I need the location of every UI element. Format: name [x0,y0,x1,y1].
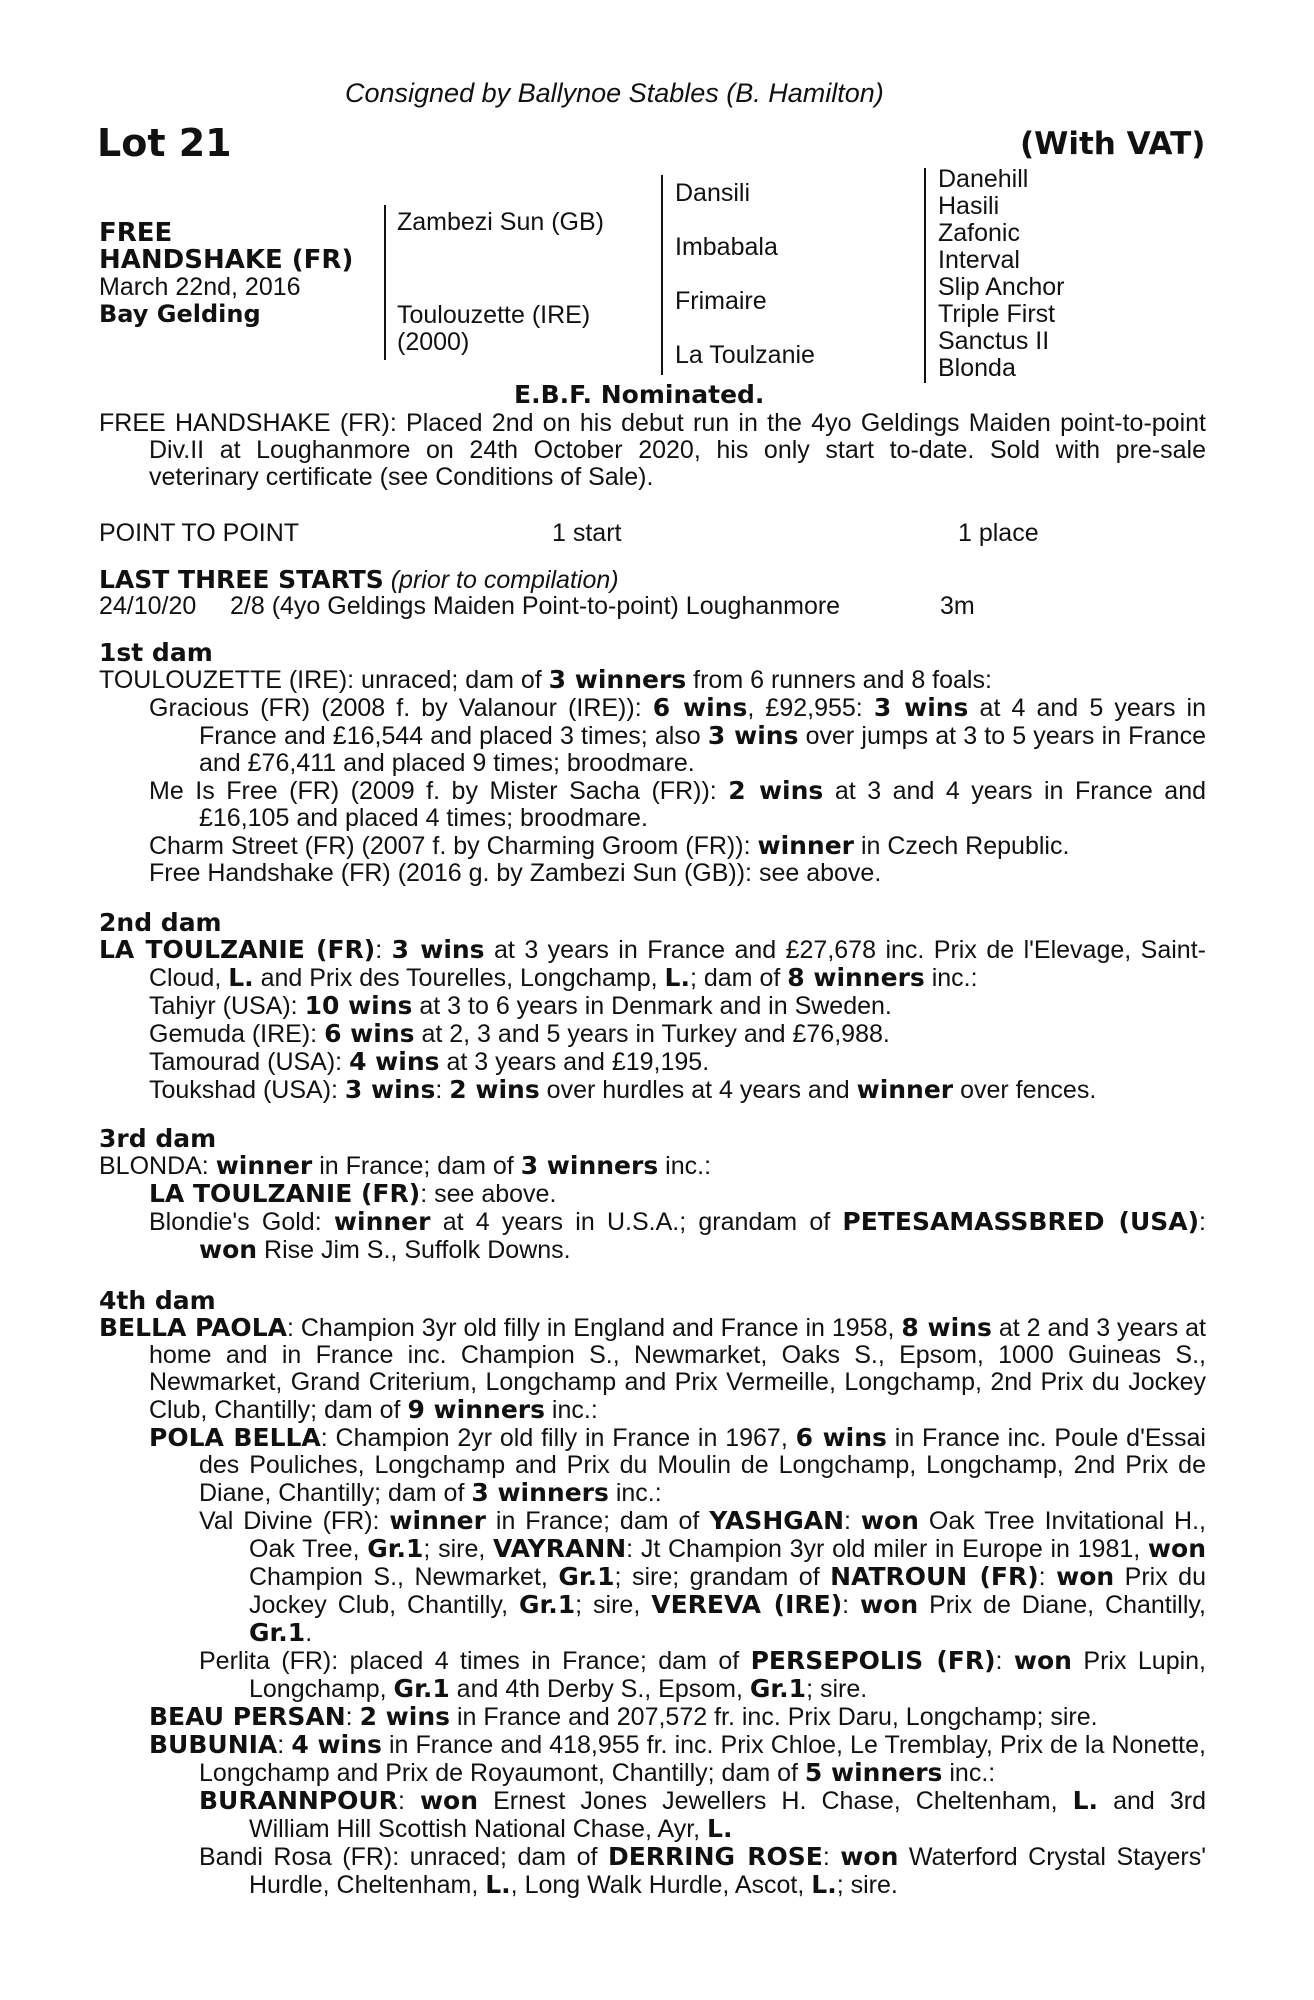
pedigree-gen3-3: Zafonic [938,219,1020,247]
pedigree-dam: Toulouzette (IRE) [397,301,591,329]
second-dam-title: 2nd dam [99,908,222,937]
horse-foaled: March 22nd, 2016 [99,273,301,301]
fourth-dam-title: 4th dam [99,1286,216,1315]
produce-gemuda: Gemuda (IRE): 6 wins at 2, 3 and 5 years in Turkey and £76,988. [149,1019,890,1048]
intro-paragraph [99,410,1206,491]
second-dam-section [99,909,1206,1104]
lot-number: Lot 21 [97,121,232,165]
fourth-dam-section [99,1287,1206,1899]
third-dam-title: 3rd dam [99,1124,217,1153]
record-label: POINT TO POINT [99,519,300,547]
produce-gracious: Gracious (FR) (2008 f. by Valanour (IRE)): 6 wins, £92,955: 3 wins at 4 and 5 years in France and £16,544 and placed 3 times; also 3 wins over jumps at 3 to 5 years in France and £76,411 and placed 9 times; broodmare. [149,693,1207,777]
produce-perlita: Perlita (FR): placed 4 times in France; dam of PERSEPOLIS (FR): won Prix Lupin, Longchamp, Gr.1 and 4th Derby S., Epsom, Gr.1; sire. [199,1646,1207,1703]
produce-toukshad: Toukshad (USA): 3 wins: 2 wins over hurdles at 4 years and winner over fences. [149,1075,1097,1104]
produce-la-toulzanie: LA TOULZANIE (FR): see above. [149,1179,557,1208]
intro-text: FREE HANDSHAKE (FR): Placed 2nd on his debut run in the 4yo Geldings Maiden point-to-point Div.II at Loughanmore on 24th October 2020, his only start to-date. Sold with pre-sale veterinary certificate (see Conditions of Sale). [99,409,1206,491]
pedigree-sire: Zambezi Sun (GB) [397,208,605,236]
produce-me-is-free: Me Is Free (FR) (2009 f. by Mister Sacha (FR)): 2 wins at 3 and 4 years in France and £16,105 and placed 4 times; broodmare. [149,776,1206,832]
pedigree-gen2-4: La Toulzanie [675,341,815,369]
produce-beau-persan: BEAU PERSAN: 2 wins in France and 207,572 fr. inc. Prix Daru, Longchamp; sire. [149,1702,1098,1731]
last-start-distance: 3m [940,592,975,620]
first-dam-title: 1st dam [99,638,213,667]
pedigree-gen3-1: Danehill [938,165,1029,193]
pedigree-gen2-3: Frimaire [675,287,767,315]
record-places: 1 place [958,519,1039,547]
pedigree-divider [661,175,663,375]
first-dam-section [99,639,1206,887]
produce-val-divine: Val Divine (FR): winner in France; dam of YASHGAN: won Oak Tree Invitational H., Oak Tree, Gr.1; sire, VAYRANN: Jt Champion 3yr old miler in Europe in 1981, won Champion S., Newmarket, Gr.1; sire; grandam of NATROUN (FR): won Prix du Jockey Club, Chantilly, Gr.1; sire, VEREVA (IRE): won Prix de Diane, Chantilly, Gr.1. [199,1506,1206,1647]
first-dam-intro: TOULOUZETTE (IRE): unraced; dam of 3 winners from 6 runners and 8 foals: [99,665,992,694]
last-three-note: (prior to compilation) [390,566,619,594]
last-three-title: LAST THREE STARTS [99,565,384,594]
pedigree-divider [924,168,926,383]
pedigree-gen3-5: Slip Anchor [938,273,1065,301]
vat-label: (With VAT) [1020,126,1206,162]
pedigree-divider [384,205,386,360]
consignor-line: Consigned by Ballynoe Stables (B. Hamilton) [345,78,884,108]
produce-burannpour: BURANNPOUR: won Ernest Jones Jewellers H. Chase, Cheltenham, L. and 3rd William Hill Scottish National Chase, Ayr, L. [199,1786,1206,1843]
ebf-nominated: E.B.F. Nominated. [514,380,765,409]
produce-pola-bella: POLA BELLA: Champion 2yr old filly in France in 1967, 6 wins in France inc. Poule d'Essai des Pouliches, Longchamp and Prix du Moulin de Longchamp, Longchamp, 2nd Prix de Diane, Chantilly; dam of 3 winners inc.: [149,1423,1206,1507]
produce-bubunia: BUBUNIA: 4 wins in France and 418,955 fr. inc. Prix Chloe, Le Tremblay, Prix de la Nonette, Longchamp and Prix de Royaumont, Chantilly; dam of 5 winners inc.: [149,1730,1206,1787]
produce-charm-street: Charm Street (FR) (2007 f. by Charming Groom (FR)): winner in Czech Republic. [149,831,1070,860]
horse-description: Bay Gelding [99,300,261,328]
pedigree-gen3-2: Hasili [938,192,1000,220]
pedigree-gen3-4: Interval [938,246,1020,274]
produce-tamourad: Tamourad (USA): 4 wins at 3 years and £19,195. [149,1047,710,1076]
horse-name-line1: FREE [99,218,173,248]
record-starts: 1 start [552,519,622,547]
produce-bandi-rosa: Bandi Rosa (FR): unraced; dam of DERRING ROSE: won Waterford Crystal Stayers' Hurdle, Cheltenham, L., Long Walk Hurdle, Ascot, L.; sire. [199,1842,1206,1899]
pedigree-gen3-8: Blonda [938,354,1016,382]
produce-free-handshake: Free Handshake (FR) (2016 g. by Zambezi Sun (GB)): see above. [149,859,882,887]
pedigree-gen3-7: Sanctus II [938,327,1050,355]
last-three-heading [99,566,619,594]
third-dam-intro: BLONDA: winner in France; dam of 3 winners inc.: [99,1151,712,1180]
horse-name-line2: HANDSHAKE (FR) [99,245,354,275]
last-start-date: 24/10/20 [99,592,197,620]
last-start-race: 2/8 (4yo Geldings Maiden Point-to-point) Loughanmore [230,592,841,620]
produce-tahiyr: Tahiyr (USA): 10 wins at 3 to 6 years in Denmark and in Sweden. [149,991,892,1020]
produce-blondies-gold: Blondie's Gold: winner at 4 years in U.S.A.; grandam of PETESAMASSBRED (USA): won Rise Jim S., Suffolk Downs. [149,1207,1206,1264]
pedigree-gen2-1: Dansili [675,179,751,207]
pedigree-dam-year: (2000) [397,328,470,356]
third-dam-section [99,1125,1206,1264]
fourth-dam-intro: BELLA PAOLA: Champion 3yr old filly in England and France in 1958, 8 wins at 2 and 3 years at home and in France inc. Champion S., Newmarket, Oaks S., Epsom, 1000 Guineas S., Newmarket, Grand Criterium, Longchamp and Prix Vermeille, Longchamp, 2nd Prix du Jockey Club, Chantilly; dam of 9 winners inc.: [99,1313,1206,1424]
second-dam-intro: LA TOULZANIE (FR): 3 wins at 3 years in France and £27,678 inc. Prix de l'Elevage, Saint-Cloud, L. and Prix des Tourelles, Longchamp, L.; dam of 8 winners inc.: [99,935,1206,992]
pedigree-gen2-2: Imbabala [675,233,778,261]
pedigree-gen3-6: Triple First [938,300,1056,328]
